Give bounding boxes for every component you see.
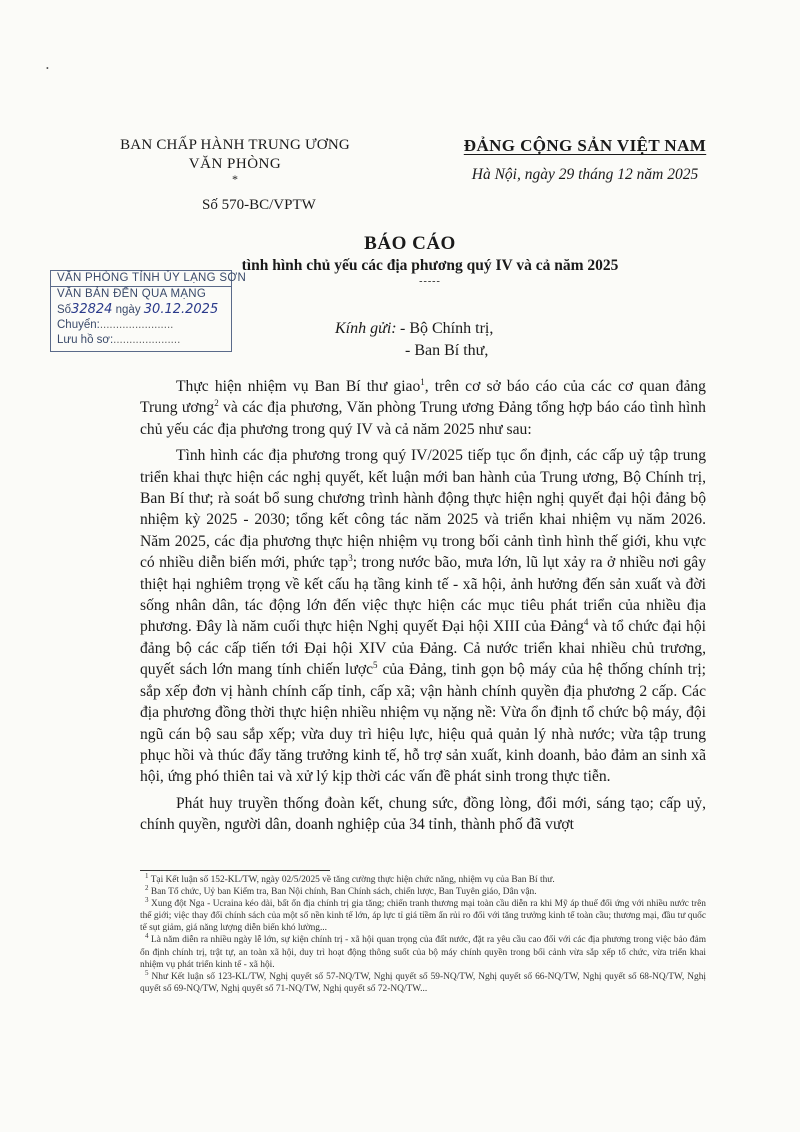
stamp-so-label: Số xyxy=(57,304,72,316)
p2-text-a: Tình hình các địa phương trong quý IV/2025 tiếp tục ổn định, các cấp uỷ tập trung triển khai thực hiện các nghị quyết, kết luận mới ban hành của Trung ương, Bộ Chính trị, Ban Bí thư; rà soát bổ sung chương trình hành động thực hiện nghị quyết đại hội đảng bộ nhiệm kỳ 2025 - 2030; tổng kết công tác năm 2025 và triển khai nhiệm vụ năm 2026. Năm 2025, các địa phương thực hiện nhiệm vụ trong bối cảnh tình hình thế giới, khu vực có nhiều diễn biến mới, phức tạp xyxy=(140,447,706,572)
stamp-luu xyxy=(51,333,231,348)
org-star: * xyxy=(232,172,238,186)
footnote-4: $^4$ Là năm diễn ra nhiều ngày lễ lớn, sự kiện chính trị - xã hội quan trọng của đất nước, đặt ra yêu cầu cao đối với các địa phương trong việc bảo đảm ổn định chính trị, trật tự, an toàn xã hội, duy trì hoạt động thông suốt của bộ máy chính quyền trong bối cảnh vừa sắp xếp tổ chức, vừa triển khai nhiệm vụ phát triển kinh tế - xã hội. xyxy=(140,932,706,970)
p1-text-a: Thực hiện nhiệm vụ Ban Bí thư giao xyxy=(176,378,421,395)
document-number: Số 570-BC/VPTW xyxy=(202,197,316,213)
p1-text-c: và các địa phương, Văn phòng Trung ương Đảng tổng hợp báo cáo tình hình chủ yếu các địa phương trong quý IV và cả năm 2025 như sau: xyxy=(140,399,706,438)
footnote-1-text: Tại Kết luận số 152-KL/TW, ngày 02/5/2025 về tăng cường thực hiện chức năng, nhiệm vụ của Ban Bí thư. xyxy=(150,875,555,885)
stamp-luu-label: Lưu hồ sơ: xyxy=(57,334,114,346)
p1-text-b: , trên cơ sở báo cáo của các cơ quan đảng Trung ương xyxy=(140,378,706,417)
p2-text-b: ; trong nước bão, mưa lớn, lũ lụt xảy ra ở nhiều nơi gây thiệt hại nghiêm trọng về kết cấu hạ tầng kinh tế - xã hội, ảnh hưởng đến sản xuất và đời sống nhân dân, tác động lớn đến việc thực hiện các mục tiêu phát triển của nhiều địa phương. Đây là năm cuối thực hiện Nghị quyết Đại hội XIII của Đảng xyxy=(140,554,706,636)
incoming-document-stamp xyxy=(50,270,247,352)
footnote-1: $^1$ Tại Kết luận số 152-KL/TW, ngày 02/5/2025 về tăng cường thực hiện chức năng, nhiệm vụ của Ban Bí thư. xyxy=(145,871,555,885)
footnote-ref-2: 2 xyxy=(214,398,219,409)
place-date: Hà Nội, ngày 29 tháng 12 năm 2025 xyxy=(471,166,699,183)
stamp-chuyen-dots: ....................... xyxy=(99,319,174,331)
stamp-office: VĂN PHÒNG TỈNH ỦY LẠNG SƠN xyxy=(51,271,231,287)
footnote-2-text: Ban Tổ chức, Uỷ ban Kiểm tra, Ban Nội chính, Ban Chính sách, chiến lược, Ban Tuyên giáo, Dân vận. xyxy=(150,887,537,898)
footnote-ref-1: 1 xyxy=(420,376,425,387)
org-line-1: BAN CHẤP HÀNH TRUNG ƯƠNG xyxy=(120,137,350,153)
stamp-type: VĂN BẢN ĐẾN QUA MẠNG xyxy=(57,288,207,300)
footnote-ref-5: 5 xyxy=(373,660,378,671)
p2-text-c: và tổ chức đại hội đảng bộ các cấp tiến tới Đại hội XIV của Đảng. Cả nước triển khai nhiều chủ trương, quyết sách lớn mang tính chiến lược xyxy=(140,618,706,679)
report-title: BÁO CÁO xyxy=(364,233,456,254)
paragraph-1 xyxy=(140,376,706,440)
report-subtitle: tình hình chủ yếu các địa phương quý IV và cả năm 2025 xyxy=(241,257,619,274)
footnote-2: $^2$ Ban Tổ chức, Uỷ ban Kiểm tra, Ban Nội chính, Ban Chính sách, chiến lược, Ban Tuyên giáo, Dân vận. xyxy=(145,883,537,898)
footnote-separator xyxy=(140,870,330,871)
footnotes xyxy=(140,871,707,995)
recipient-label: Kính gửi: xyxy=(335,320,397,337)
org-line-2: VĂN PHÒNG xyxy=(188,156,282,172)
footnote-ref-3: 3 xyxy=(348,553,353,564)
title-divider: ----- xyxy=(419,276,441,287)
footnote-5-text: Như Kết luận số 123-KL/TW, Nghị quyết số 57-NQ/TW, Nghị quyết số 59-NQ/TW, Nghị quyết số 66-NQ/TW, Nghị quyết số 68-NQ/TW, Nghị quyết số 69-NQ/TW, Nghị quyết số 71-NQ/TW, Nghị quyết số 72-NQ/TW... xyxy=(140,971,707,994)
report-body xyxy=(140,376,706,841)
stamp-ngay-value: 30.12.2025 xyxy=(143,302,219,317)
p2-text-d: của Đảng, tinh gọn bộ máy của hệ thống chính trị; sắp xếp đơn vị hành chính cấp tỉnh, cấp xã; vận hành chính quyền địa phương 2 cấp. Các địa phương đồng thời thực hiện nhiều nhiệm vụ nặng nề: Vừa ổn định tổ chức bộ máy, đội ngũ cán bộ sau sắp xếp; vừa duy trì hiệu lực, hiệu quả quản lý nhà nước; vừa tập trung phục hồi và thúc đẩy tăng trưởng kinh tế, hỗ trợ sản xuất, kinh doanh, bảo đảm an sinh xã hội, ứng phó thiên tai và xử lý kịp thời các vấn đề phát sinh trong thực tiễn. xyxy=(140,661,707,786)
recipient-politburo: - Bộ Chính trị, xyxy=(400,320,494,337)
issuing-organization xyxy=(120,136,350,184)
party-header xyxy=(440,136,730,184)
paragraph-3: Phát huy truyền thống đoàn kết, chung sức, đồng lòng, đổi mới, sáng tạo; cấp uỷ, chính quyền, người dân, doanh nghiệp của 34 tỉnh, thành phố đã vượt xyxy=(140,794,706,834)
stamp-ngay-label: ngày xyxy=(115,304,141,316)
footnote-5: $^5$ Như Kết luận số 123-KL/TW, Nghị quyết số 57-NQ/TW, Nghị quyết số 59-NQ/TW, Nghị quyết số 66-NQ/TW, Nghị quyết số 68-NQ/TW, Nghị quyết số 69-NQ/TW, Nghị quyết số 71-NQ/TW, Nghị quyết số 72-NQ/TW... xyxy=(140,968,707,994)
footnote-3: $^3$ Xung đột Nga - Ucraina kéo dài, bất ổn địa chính trị gia tăng; chiến tranh thương mại toàn cầu diễn ra khi Mỹ áp thuế đối ứng với nhiều nước trên thế giới; việc thay đổi chính sách của một số nền kinh tế lớn, áp lực tỉ giá tiềm ẩn rủi ro đối với tăng trưởng kinh tế toàn cầu; thương mại, đầu tư quốc tế sụt giảm, giá năng lượng diễn biến khó lường... xyxy=(140,896,706,934)
stamp-chuyen-label: Chuyển: xyxy=(57,319,100,331)
stamp-chuyen xyxy=(51,318,231,333)
stamp-luu-dots: ..................... xyxy=(113,334,181,346)
stamp-number-date xyxy=(51,302,231,318)
paragraph-2 xyxy=(140,445,706,788)
footnote-3-text: Xung đột Nga - Ucraina kéo dài, bất ổn địa chính trị gia tăng; chiến tranh thương mại toàn cầu diễn ra khi Mỹ áp thuế đối ứng với nhiều nước trên thế giới; việc thay đổi chính sách của một số nền kinh tế lớn, áp lực tỉ giá tiềm ẩn rủi ro đối với tăng trưởng kinh tế toàn cầu; thương mại, đầu tư quốc tế sụt giảm, giá năng lượng diễn biến khó lường... xyxy=(140,899,706,934)
footnote-4-text: Là năm diễn ra nhiều ngày lễ lớn, sự kiện chính trị - xã hội quan trọng của đất nước, đặt ra yêu cầu cao đối với các địa phương trong việc bảo đảm ổn định chính trị, trật tự, an toàn xã hội, duy trì hoạt động thông suốt của bộ máy chính quyền trong bối cảnh vừa sắp xếp tổ chức, vừa triển khai nhiệm vụ phát triển kinh tế - xã hội. xyxy=(140,935,706,970)
party-name: ĐẢNG CỘNG SẢN VIỆT NAM xyxy=(463,136,707,155)
stamp-so-value: 32824 xyxy=(71,302,113,317)
footnote-ref-4: 4 xyxy=(583,617,589,628)
recipient-secretariat: - Ban Bí thư, xyxy=(405,342,489,359)
scan-mark: • xyxy=(46,64,49,73)
